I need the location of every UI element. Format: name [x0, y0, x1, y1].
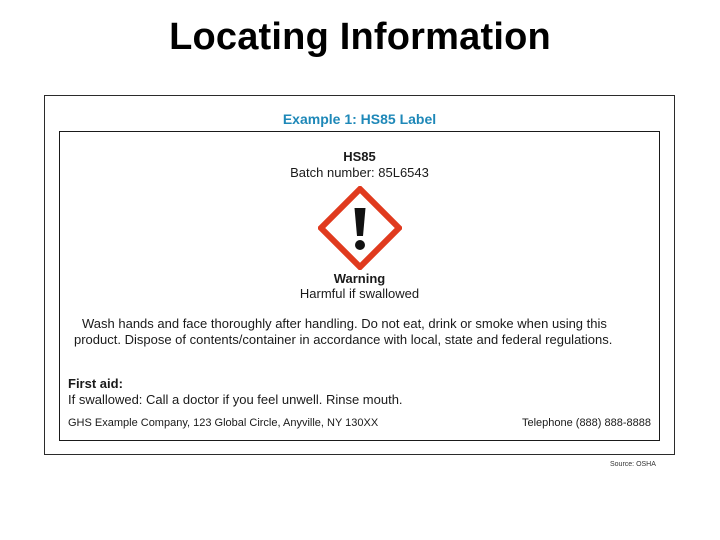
precautionary-line: product. Dispose of contents/container in accordance with local, state and federal regulations.: [74, 331, 613, 347]
hs85-label: [59, 131, 660, 441]
batch-number: Batch number: 85L6543: [290, 165, 429, 180]
first-aid-text: If swallowed: Call a doctor if you feel unwell. Rinse mouth.: [68, 392, 403, 407]
hazard-statement: Harmful if swallowed: [299, 286, 420, 301]
product-identifier: HS85: [343, 149, 376, 164]
example-title: Example 1: HS85 Label: [282, 111, 437, 127]
label-figure: [44, 95, 675, 455]
source-credit: Source: OSHA: [610, 461, 656, 468]
signal-word: Warning: [333, 271, 386, 286]
precautionary-statements: [74, 316, 654, 347]
precautionary-line: Wash hands and face thoroughly after handling. Do not eat, drink or smoke when using this: [82, 316, 607, 331]
exclamation-mark-pictogram-icon: [318, 186, 402, 270]
supplier-identification: GHS Example Company, 123 Global Circle, Anyville, NY 130XX: [68, 417, 379, 429]
first-aid-heading: First aid:: [68, 376, 123, 391]
slide-title: Locating Information: [169, 16, 551, 58]
exclamation-dot: [355, 240, 365, 250]
supplier-telephone: Telephone (888) 888-8888: [521, 417, 651, 429]
